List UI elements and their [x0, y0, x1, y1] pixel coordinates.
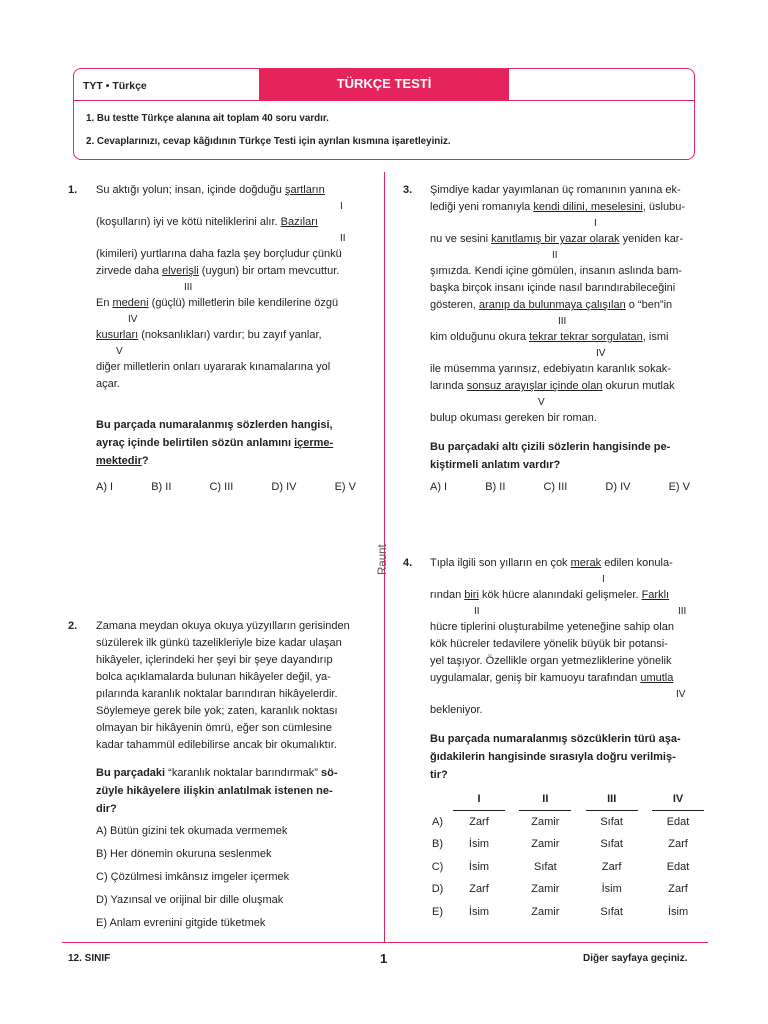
header-divider [73, 100, 695, 101]
question-2-number: 2. [68, 620, 78, 632]
numeral-label: III [678, 606, 687, 617]
table-row[interactable]: A) Zarf Zamir Sıfat Edat [432, 815, 690, 828]
numeral-label: III [184, 282, 193, 293]
numeral-label: IV [128, 314, 138, 325]
question-4-stem: Bu parçada numaralanmış sözcüklerin türü aşa- ğıdakilerin hangisinde sırasıyla doğru verilmiş- tir? [430, 733, 681, 781]
next-page-note: Diğer sayfaya geçiniz. [583, 953, 688, 964]
table-row[interactable]: C) İsim Sıfat Zarf Edat [431, 860, 690, 873]
numeral-label: II [474, 606, 480, 617]
numeral-label: II [340, 233, 346, 244]
grade-label: 12. SINIF [68, 953, 111, 964]
question-1-stem: Bu parçada numaralanmış sözlerden hangisi, ayraç içinde belirtilen sözün anlamını içerme- mektedir? [96, 419, 334, 467]
question-4-answer-table [422, 788, 704, 923]
question-4-number: 4. [403, 557, 413, 569]
table-row[interactable]: B) İsim Zamir Sıfat Zarf [432, 838, 688, 851]
question-1-options [96, 481, 356, 493]
numeral-label: IV [676, 689, 686, 700]
option-a[interactable]: A) Bütün gizini tek okumada vermemek [96, 825, 288, 837]
option-c[interactable]: C) III [543, 481, 568, 493]
question-2-text: Zamana meydan okuya okuya yüzyılların gerisinden süzülerek ilk günkü tazelikleriyle bize kadar ulaşan hikâyeler, içlerindeki her şeyi bir şeye dayandırıp bolca açıklamalarda bulunan hikâyeler değil, ya- pılarında karanlık noktalar barındıran hikâyelerdir. Söylemeye gerek bile yok; zaten, karanlık noktası olmayan bir hikâyenin ömrü, eğer son cümlesine kadar tahammül edilebilirse ancak bir okumalıktır. [96, 620, 350, 751]
question-3-text: Şimdiye kadar yayımlanan üç romanının yanına ek- lediği yeni romanıyla kendi dilini, meselesini, üslubu- I nu ve sesini kanıtlamış bir yazar olarak yeniden kar- II şımızda. Kendi içine gömülen, insanın aslında bam- başka birçok insanı içinde nasıl barındırabileceğini gösteren, aranıp da bulunmaya çalışılan o “ben”in III kim olduğunu okura tekrar tekrar sorgulatan, ismi IV ile müsemma yarınsız, edebiyatın karanlık sokak- larında sonsuz arayışlar içinde olan okurun mutlak V bulup okuması gereken bir roman. [430, 184, 685, 424]
instruction-note-1: 1. Bu testte Türkçe alanına ait toplam 40 soru vardır. [86, 113, 329, 124]
option-d[interactable]: D) Yazınsal ve orijinal bir dille oluşmak [96, 894, 284, 906]
table-row[interactable]: D) Zarf Zamir İsim Zarf [431, 883, 688, 896]
column-header: III [586, 788, 638, 811]
option-e[interactable]: E) V [668, 481, 690, 493]
question-4-text: Tıpla ilgili son yılların en çok merak edilen konula- I rından biri kök hücre alanındaki gelişmeler. Farklı II III hücre tiplerini oluşturabilme yeteneğine sahip olan kök hücreler tedavilere yönelik büyük bir potansi- yel taşıyor. Özellikle organ yetmezliklerine yönelik uygulamalar, geniş bir kamuoyu tarafından umutla IV bekleniyor. [430, 557, 687, 716]
column-header: II [519, 788, 571, 811]
numeral-label: I [602, 574, 605, 585]
option-b[interactable]: B) Her dönemin okuruna seslenmek [96, 848, 272, 860]
question-3-stem: Bu parçadaki altı çizili sözlerin hangisinde pe- kiştirmeli anlatım vardır? [430, 441, 671, 471]
numeral-label: II [552, 250, 558, 261]
question-2-options [96, 820, 366, 935]
option-a[interactable]: A) I [430, 481, 448, 493]
option-e[interactable]: E) V [334, 481, 356, 493]
test-title: TÜRKÇE TESTİ [259, 68, 509, 100]
option-c[interactable]: C) III [209, 481, 234, 493]
footer-divider [62, 942, 708, 943]
question-3-options [430, 481, 690, 493]
numeral-label: III [558, 316, 567, 327]
option-b[interactable]: B) II [485, 481, 506, 493]
text-line: Su aktığı yolun; insan, içinde doğduğu şartların [96, 184, 325, 196]
column-header: I [453, 788, 505, 811]
option-a[interactable]: A) I [96, 481, 114, 493]
option-d[interactable]: D) IV [271, 481, 297, 493]
option-b[interactable]: B) II [151, 481, 172, 493]
table-header-row [422, 788, 704, 811]
raunt-label: Raunt [377, 544, 389, 575]
numeral-label: V [116, 346, 123, 357]
numeral-label: V [538, 397, 545, 408]
question-3-number: 3. [403, 184, 413, 196]
numeral-label: I [340, 201, 343, 212]
question-2-stem: Bu parçadaki “karanlık noktalar barındırmak” sö- züyle hikâyelere ilişkin anlatılmak istenen ne- dir? [96, 767, 338, 815]
page-number: 1 [380, 951, 388, 966]
numeral-label: IV [596, 348, 606, 359]
option-e[interactable]: E) Anlam evrenini gitgide tüketmek [96, 917, 266, 929]
question-1-number: 1. [68, 184, 78, 196]
subject-label: TYT • Türkçe [83, 80, 147, 92]
numeral-label: I [594, 218, 597, 229]
instruction-note-2: 2. Cevaplarınızı, cevap kâğıdının Türkçe Testi için ayrılan kısmına işaretleyiniz. [86, 136, 451, 147]
option-c[interactable]: C) Çözülmesi imkânsız imgeler içermek [96, 871, 290, 883]
column-header: IV [652, 788, 704, 811]
question-1-text: Su aktığı yolun; insan, içinde doğduğu şartların I (koşulların) iyi ve kötü niteliklerini alır. Bazıları II (kimileri) yurtlarına daha fazla şey borçludur çünkü zirvede daha elverişli (uygun) bir ortam mevcuttur. III En medeni (güçlü) milletlerin bile kendilerine özgü IV kusurları (noksanlıkları) vardır; bu zayıf yanlar, V diğer milletlerin onları uyararak kınamalarına yol açar. [96, 182, 364, 393]
table-row[interactable]: E) İsim Zamir Sıfat İsim [432, 905, 689, 918]
option-d[interactable]: D) IV [605, 481, 631, 493]
